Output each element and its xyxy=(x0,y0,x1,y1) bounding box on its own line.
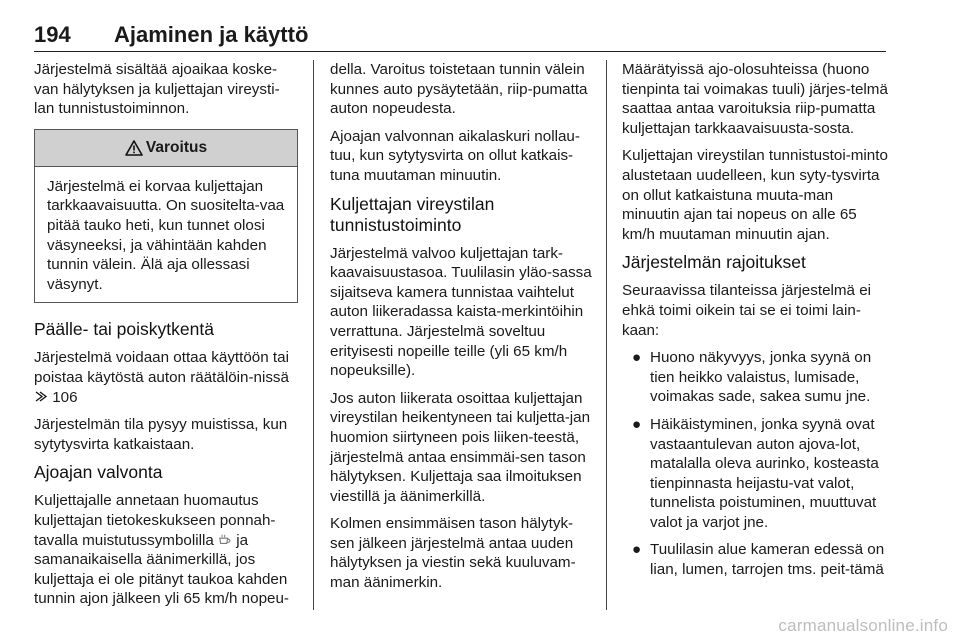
column-2 xyxy=(330,60,592,601)
intro-paragraph: Järjestelmä sisältää ajoaikaa koske-van hälytyksen ja kuljettajan vireysti-lan tunnistustoiminnon. xyxy=(34,61,280,118)
repeat-paragraph: della. Varoitus toistetaan tunnin välein kunnes auto pysäytetään, riip-pumatta auton nopeudesta. xyxy=(330,61,588,118)
page-reference: 106 xyxy=(52,388,78,406)
limitations-list xyxy=(622,348,888,580)
column-divider xyxy=(313,60,314,610)
page-number: 194 xyxy=(34,22,71,47)
limitations-intro: Seuraavissa tilanteissa järjestelmä ei ehkä toimi oikein tai se ei toimi lain-kaan: xyxy=(622,282,872,339)
column-1 xyxy=(34,60,298,617)
toggle-paragraph xyxy=(34,348,298,407)
first-alert-paragraph: Jos auton liikerata osoittaa kuljettajan vireystilan heikentyneen tai kuljetta-jan huomion siirtyneen pois liiken-teestä, järjestelmä antaa ensimmäi-sen tason hälytyksen. Kuljettaja saa ilmoituksen viestillä ja äänimerkillä. xyxy=(330,389,591,505)
bullet: ● xyxy=(632,541,642,559)
warning-header xyxy=(35,130,297,167)
warning-title: Varoitus xyxy=(145,138,208,156)
chapter-title: Ajaminen ja käyttö xyxy=(114,22,309,47)
column-3 xyxy=(622,60,888,588)
bullet: ● xyxy=(632,415,642,433)
coffee-cup-icon xyxy=(218,532,232,547)
toggle-text: Järjestelmä voidaan ottaa käyttöön tai poistaa käytöstä auton räätälöin-nissä xyxy=(34,349,289,386)
section-heading-drive-time: Ajoajan valvonta xyxy=(34,462,163,483)
drive-time-paragraph: Kuljettajalle annetaan huomautus kuljettajan tietokeskukseen ponnah-tavalla muistutussymbolilla ja samanaikaisella äänimerkillä, jos kuljettaja ei ole pitänyt taukoa kahden tunnin ajon jälkeen yli 65 km/h nopeu- xyxy=(34,492,289,608)
warning-body: Järjestelmä ei korvaa kuljettajan tarkkaavaisuutta. On suositelta-vaa pitää tauko heti, kun tunnet olosi väsyneeksi, ja vähintään kahden tunnin välein. Älä aja ollessasi väsynyt. xyxy=(47,177,285,293)
section-heading-toggle: Päälle- tai poiskytkentä xyxy=(34,319,214,340)
watermark: carmanualsonline.info xyxy=(778,616,948,635)
second-alert-paragraph: Kolmen ensimmäisen tason hälytyk-sen jälkeen järjestelmä antaa uuden hälytyksen ja viestin sekä kuuluvam-man äänimerkin. xyxy=(330,515,576,592)
conditions-paragraph: Määrätyissä ajo-olosuhteissa (huono tienpinta tai voimakas tuuli) järjes-telmä saattaa antaa varoituksia riip-pumatta kuljettajan tarkkaavaisuusta-sosta. xyxy=(622,61,888,137)
column-divider xyxy=(606,60,607,610)
list-item: ● Häikäistyminen, jonka syynä ovat vastaantulevan auton ajova-lot, matalalla oleva aurinko, kosteasta tienpinnasta heijastu-vat valot, tunnelista poistuminen, muuttuvat valot ja varjot jne. xyxy=(632,415,879,531)
page-header xyxy=(34,22,886,52)
warning-box xyxy=(34,129,298,304)
monitor-paragraph: Järjestelmä valvoo kuljettajan tark-kaavaisuustasoa. Tuulilasin yläo-sassa sijaitseva kamera tunnistaa vaihtelut auton liikeradassa kaista-merkintöihin verrattuna. Järjestelmä soveltuu erityisesti nopeille teille (yli 65 km/h nopeuksille). xyxy=(330,244,592,380)
memory-paragraph: Järjestelmän tila pysyy muistissa, kun sytytysvirta katkaistaan. xyxy=(34,416,288,453)
list-item: ● Huono näkyvyys, jonka syynä on tien heikko valaistus, lumisade, voimakas sade, sakea sumu jne. xyxy=(632,349,872,406)
bullet: ● xyxy=(632,349,642,367)
list-item: ● Tuulilasin alue kameran edessä on lian, lumen, tarrojen tms. peit-tämä xyxy=(632,541,885,579)
page-reference-icon xyxy=(34,389,48,404)
reset-paragraph: Ajoajan valvonnan aikalaskuri nollau-tuu, kun sytytysvirta on ollut katkais-tuna muutaman minuutin. xyxy=(330,127,580,184)
reinit-paragraph: Kuljettajan vireystilan tunnistustoi-minto alustetaan uudelleen, kun syty-tysvirta on ollut katkaistuna muuta-man minuutin ajan tai nopeus on alle 65 km/h muutaman minuutin ajan. xyxy=(622,147,888,243)
section-heading-alertness: Kuljettajan vireystilan tunnistustoiminto xyxy=(330,193,495,235)
warning-triangle-icon xyxy=(125,140,143,156)
section-heading-limitations: Järjestelmän rajoitukset xyxy=(622,252,806,273)
